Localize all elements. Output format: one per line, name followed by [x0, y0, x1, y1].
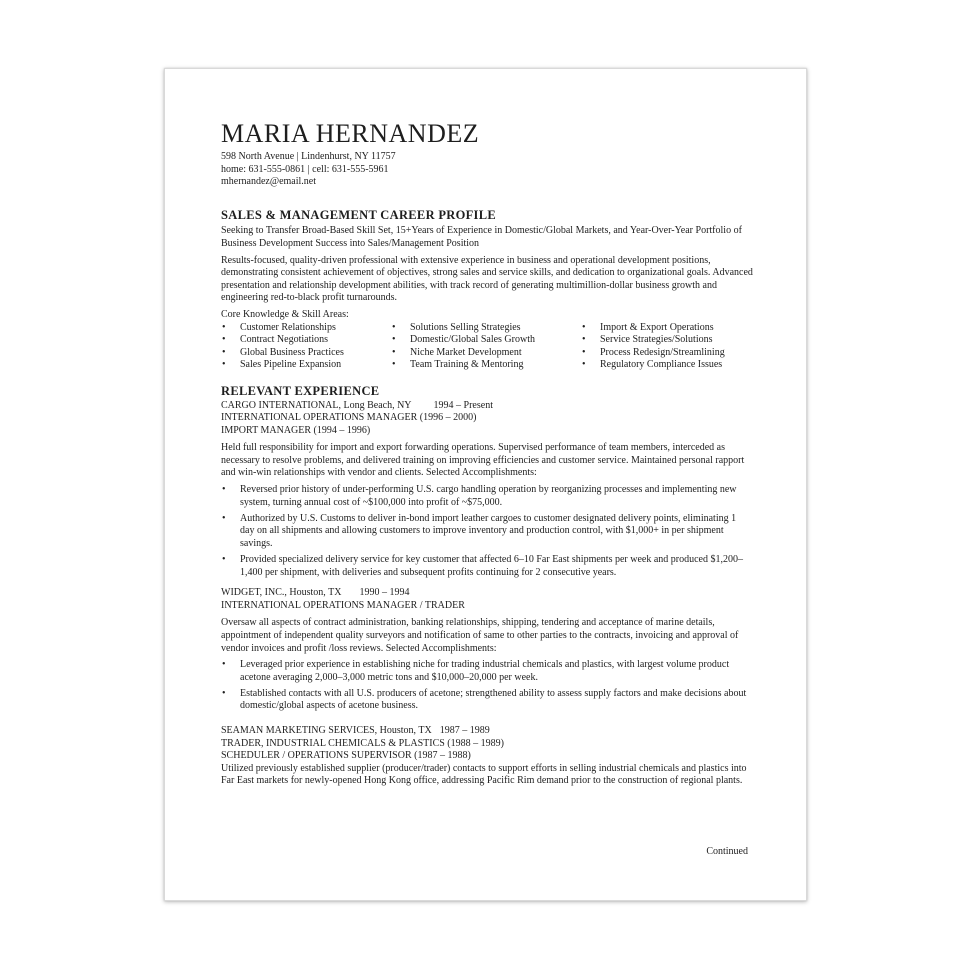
skill-item: • Domestic/Global Sales Growth: [391, 334, 581, 347]
email: mhernandez@email.net: [221, 176, 316, 188]
skill-item: • Solutions Selling Strategies: [391, 322, 581, 335]
job-header: [221, 725, 753, 738]
job-description: Oversaw all aspects of contract administration, banking relationships, shipping, tendering and acceptance of marine details, appointment of independent quality surveyors and notification of same to other parties to the contracts, invoicing and approval of vendor invoices and profit /loss reviews. Selected Accomplishments:: [221, 617, 739, 654]
skill-item: • Customer Relationships: [221, 322, 391, 335]
continued-note: Continued: [706, 846, 748, 857]
skills-list: [221, 322, 753, 372]
skill-item: • Niche Market Development: [391, 347, 581, 360]
job-entry: [221, 725, 753, 788]
company: WIDGET, INC., Houston, TX: [221, 587, 342, 599]
skill-item: • Process Redesign/Streamlining: [581, 347, 725, 360]
job-title: IMPORT MANAGER (1994 – 1996): [221, 424, 371, 436]
profile-summary: Seeking to Transfer Broad-Based Skill Set, 15+Years of Experience in Domestic/Global Markets, and Year-Over-Year Portfolio of Business Development Success into Sales/Management Position: [221, 225, 742, 249]
skill-item: • Team Training & Mentoring: [391, 359, 581, 372]
job-title: INTERNATIONAL OPERATIONS MANAGER / TRADER: [221, 599, 465, 611]
skills-title: Core Knowledge & Skill Areas:: [221, 308, 349, 320]
job-description: Utilized previously established supplier (producer/trader) contacts to support efforts in selling industrial chemicals and plastics into Far East markets for newly-opened Hong Kong office, addressing Pacific Rim demand prior to the construction of regional plants.: [221, 762, 747, 787]
contact-block: [221, 151, 753, 189]
accomplishment-item: • Reversed prior history of under-performing U.S. cargo handling operation by reorganizing processes and implementing new system, turning annual cost of ~$100,000 into profit of ~$75,000.: [221, 484, 753, 509]
skill-item: • Service Strategies/Solutions: [581, 334, 725, 347]
accomplishment-item: • Leveraged prior experience in establishing niche for trading industrial chemicals and plastics, with largest volume product acetone averaging 2,000–3,000 metric tons and $10,000–20,000 per week.: [221, 659, 753, 684]
candidate-name: MARIA HERNANDEZ: [221, 119, 480, 148]
job-dates: 1994 – Present: [433, 399, 493, 411]
resume-page: [164, 68, 807, 901]
company: CARGO INTERNATIONAL, Long Beach, NY: [221, 399, 412, 411]
skills-column: [221, 322, 391, 372]
accomplishments-list: [221, 659, 753, 713]
accomplishment-item: • Provided specialized delivery service for key customer that affected 6–10 Far East shipments per week and produced $1,200–1,400 per shipment, with deliveries and subsequent profits continuing for 2 consecutive years.: [221, 554, 753, 579]
company: SEAMAN MARKETING SERVICES, Houston, TX: [221, 725, 432, 737]
accomplishment-item: • Authorized by U.S. Customs to deliver in-bond import leather cargoes to customer designated delivery points, eliminating 1 day on all shipments and allowing customers to improve inventory and production control, with $1,000+ in per shipment savings.: [221, 513, 753, 551]
skill-item: • Contract Negotiations: [221, 334, 391, 347]
resume-content: [221, 119, 753, 792]
skill-item: • Import & Export Operations: [581, 322, 725, 335]
skill-item: • Sales Pipeline Expansion: [221, 359, 391, 372]
job-title: TRADER, INDUSTRIAL CHEMICALS & PLASTICS (1988 – 1989): [221, 737, 504, 749]
profile-heading: SALES & MANAGEMENT CAREER PROFILE: [221, 207, 496, 222]
job-entry: [221, 587, 753, 713]
skills-column: [581, 322, 725, 372]
profile-paragraph: Results-focused, quality-driven professional with extensive experience in business and operational development positions, demonstrating consistent achievement of objectives, strong sales and service skills, and dedication to organizational goals. Advanced presentation and relationship development abilities, with track record of generating multimillion-dollar business growth and engineering red-to-black profit turnarounds.: [221, 254, 753, 304]
job-entry: [221, 400, 753, 580]
accomplishments-list: [221, 484, 753, 579]
job-description: Held full responsibility for import and export forwarding operations. Supervised performance of team members, interceded as necessary to resolve problems, and delivered training on improving efficiencies and customer service. Maintained personal rapport and win-win relationships with vendor and clients. Selected Accomplishments:: [221, 442, 745, 479]
skills-column: [391, 322, 581, 372]
job-header: [221, 587, 753, 600]
skill-item: • Global Business Practices: [221, 347, 391, 360]
job-header: [221, 400, 753, 413]
accomplishment-item: • Established contacts with all U.S. producers of acetone; strengthened ability to assess supply factors and make decisions about domestic/global aspects of acetone business.: [221, 688, 753, 713]
experience-heading: RELEVANT EXPERIENCE: [221, 383, 380, 398]
job-title: INTERNATIONAL OPERATIONS MANAGER (1996 – 2000): [221, 412, 477, 424]
skill-item: • Regulatory Compliance Issues: [581, 359, 725, 372]
address: 598 North Avenue | Lindenhurst, NY 11757: [221, 151, 396, 162]
phone-numbers: home: 631-555-0861 | cell: 631-555-5961: [221, 163, 389, 175]
job-dates: 1987 – 1989: [439, 725, 490, 737]
job-dates: 1990 – 1994: [359, 587, 410, 599]
job-title: SCHEDULER / OPERATIONS SUPERVISOR (1987 – 1988): [221, 750, 471, 762]
